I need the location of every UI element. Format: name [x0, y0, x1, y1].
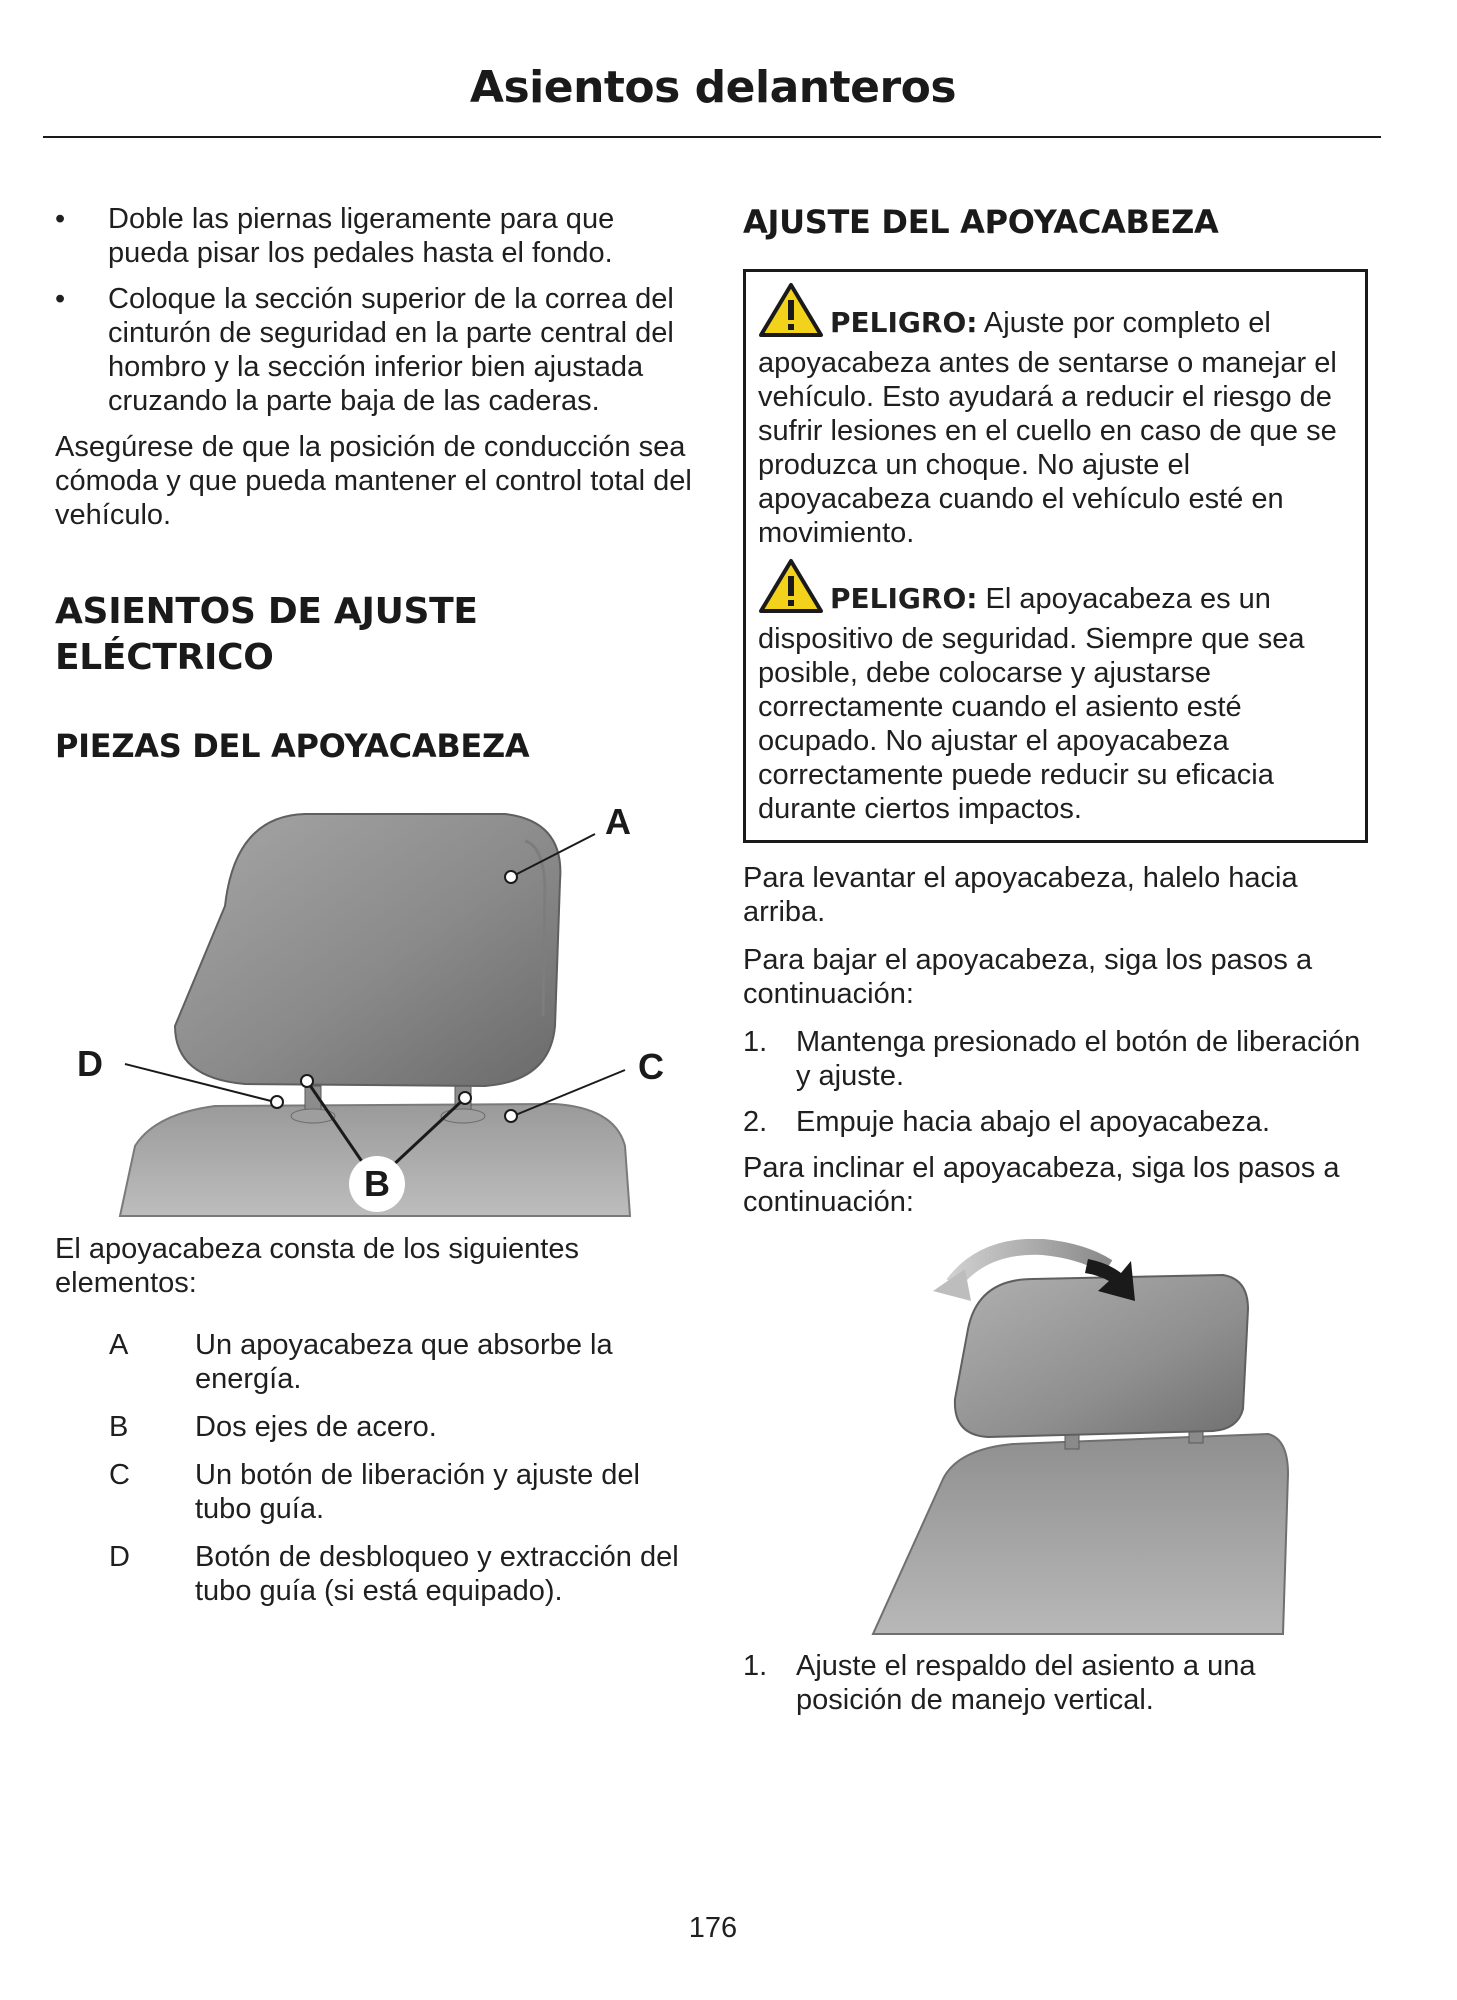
list-item [743, 1649, 1368, 1717]
label-d: D [77, 1043, 103, 1084]
warning-paragraph [758, 558, 1353, 826]
list-item [55, 1328, 695, 1396]
bullet-list [55, 202, 695, 418]
list-item [55, 1540, 695, 1608]
parts-definition-list [55, 1328, 695, 1608]
bullet-text: Doble las piernas ligeramente para que pueda pisar los pedales hasta el fondo. [108, 203, 615, 269]
page-number: 176 [688, 1912, 738, 1944]
part-description: Un apoyacabeza que absorbe la energía. [195, 1329, 613, 1395]
parts-intro: El apoyacabeza consta de los siguientes elementos: [55, 1233, 579, 1299]
part-key: D [109, 1541, 130, 1573]
warning-triangle-icon [758, 558, 824, 622]
tilt-illustration [743, 1239, 1368, 1639]
bullet-text: Coloque la sección superior de la correa del cinturón de seguridad en la parte central del hombro y la sección inferior bien ajustada cruzando la parte baja de las caderas. [108, 283, 674, 417]
right-column [743, 202, 1368, 1729]
step-text: Ajuste el respaldo del asiento a una posición de manejo vertical. [796, 1650, 1256, 1716]
list-item [55, 282, 695, 418]
label-c: C [638, 1046, 664, 1087]
part-description: Un botón de liberación y ajuste del tubo guía. [195, 1459, 640, 1525]
left-column [55, 202, 695, 1622]
list-item [55, 1458, 695, 1526]
page-title: Asientos delanteros [469, 62, 957, 113]
step-text: Empuje hacia abajo el apoyacabeza. [796, 1106, 1270, 1138]
tilt-steps-list [743, 1649, 1368, 1717]
bullet-marker: • [55, 203, 66, 235]
head-restraint-tilt-figure [743, 1239, 1368, 1639]
head-restraint-parts-figure [55, 786, 695, 1226]
warning-triangle-icon [758, 282, 824, 346]
list-item [55, 202, 695, 270]
tilt-intro: Para inclinar el apoyacabeza, siga los pasos a continuación: [743, 1152, 1340, 1218]
title-divider [43, 136, 1381, 138]
step-number: 1. [743, 1026, 768, 1058]
lower-intro: Para bajar el apoyacabeza, siga los pasos a continuación: [743, 944, 1313, 1010]
part-key: C [109, 1459, 130, 1491]
label-b: B [364, 1163, 390, 1204]
label-a: A [605, 801, 631, 842]
heading-head-restraint-adjustment: AJUSTE DEL APOYACABEZA [743, 203, 1219, 241]
head-restraint-illustration [55, 786, 695, 1226]
subheading-head-restraint-parts: PIEZAS DEL APOYACABEZA [55, 727, 530, 765]
step-number: 1. [743, 1650, 768, 1682]
list-item [743, 1105, 1368, 1139]
warning-text: Ajuste por completo el apoyacabeza antes de sentarse o manejar el vehículo. Esto ayudará a reducir el riesgo de sufrir lesiones en el cuello en caso de que se produzca un choque. No ajuste el apoyacabeza cuando el vehículo esté en movimiento. [758, 307, 1337, 549]
driving-position-paragraph: Asegúrese de que la posición de conducción sea cómoda y que pueda mantener el control total del vehículo. [55, 431, 692, 531]
lower-steps-list [743, 1025, 1368, 1139]
step-number: 2. [743, 1106, 768, 1138]
list-item [743, 1025, 1368, 1093]
warning-label: PELIGRO: [830, 582, 978, 615]
raise-instruction: Para levantar el apoyacabeza, halelo hacia arriba. [743, 862, 1298, 928]
warning-text: El apoyacabeza es un dispositivo de seguridad. Siempre que sea posible, debe colocarse y ajustarse correctamente cuando el asiento esté ocupado. No ajustar el apoyacabeza correctamente puede reducir su eficacia durante ciertos impactos. [758, 583, 1305, 825]
warning-label: PELIGRO: [830, 306, 978, 339]
part-key: B [109, 1411, 129, 1443]
danger-warning-box [743, 269, 1368, 843]
part-description: Botón de desbloqueo y extracción del tubo guía (si está equipado). [195, 1541, 679, 1607]
step-text: Mantenga presionado el botón de liberación y ajuste. [796, 1026, 1361, 1092]
list-item [55, 1410, 695, 1444]
section-heading-electric-seats: ASIENTOS DE AJUSTE ELÉCTRICO [55, 591, 478, 678]
part-description: Dos ejes de acero. [195, 1411, 437, 1443]
bullet-marker: • [55, 283, 66, 315]
part-key: A [109, 1329, 129, 1361]
warning-paragraph [758, 282, 1353, 550]
